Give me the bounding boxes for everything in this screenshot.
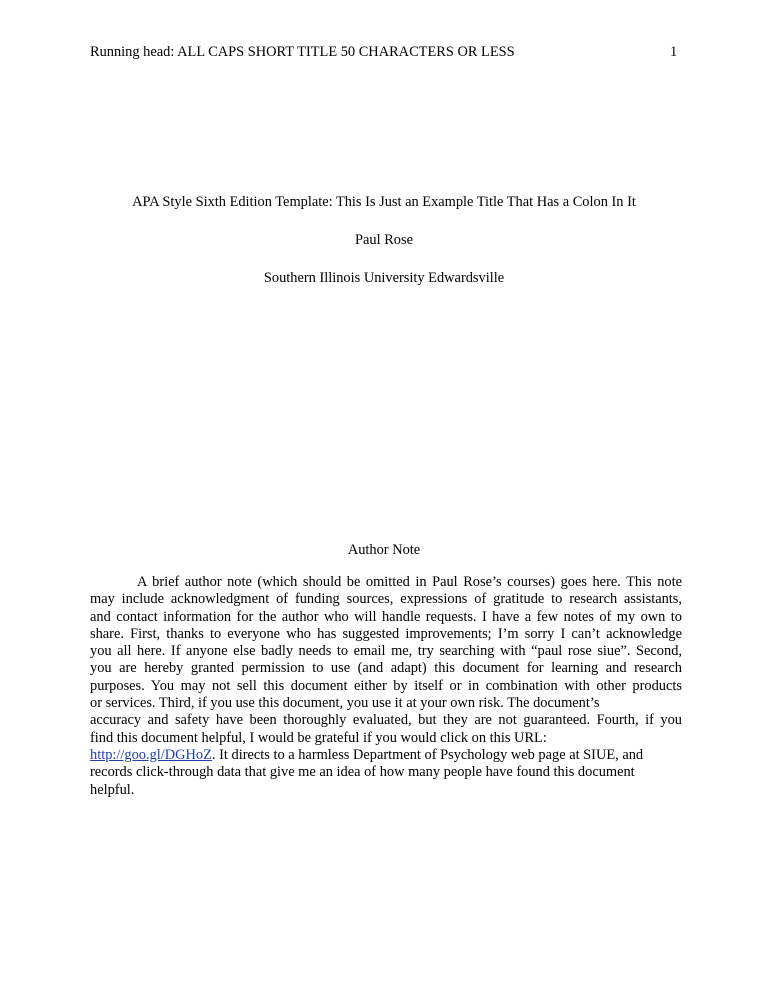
author-note-heading: Author Note bbox=[347, 542, 421, 558]
author-note-line: A brief author note (which should be omitted in Paul Rose’s courses) goes here. This note bbox=[137, 574, 682, 590]
author-note-line: helpful. bbox=[90, 781, 135, 798]
author-note-link-line bbox=[90, 747, 682, 764]
author-note-line: you are hereby granted permission to use (and adapt) this document for learning and research bbox=[90, 660, 682, 677]
author-note-line: you all here. If anyone else badly needs to email me, try searching with “paul rose siue”. Second, bbox=[90, 643, 682, 660]
author-note-line: share. First, thanks to everyone who has suggested improvements; I’m sorry I can’t acknowledge bbox=[90, 625, 682, 642]
author-name: Paul Rose bbox=[355, 232, 413, 248]
author-note-link-suffix: . It directs to a harmless Department of Psychology web page at SIUE, and bbox=[211, 746, 644, 763]
author-note-line: may include acknowledgment of funding sources, expressions of gratitude to research assistants, bbox=[90, 591, 682, 608]
running-head: Running head: ALL CAPS SHORT TITLE 50 CHARACTERS OR LESS bbox=[90, 44, 515, 60]
author-note-paragraph bbox=[90, 574, 682, 799]
title-block bbox=[0, 193, 768, 287]
author-note-line: find this document helpful, I would be grateful if you would click on this URL: bbox=[90, 729, 547, 746]
page-number: 1 bbox=[670, 44, 678, 60]
author-note-line: or services. Third, if you use this document, you use it at your own risk. The document’s bbox=[90, 695, 600, 712]
author-note-line: accuracy and safety have been thoroughly evaluated, but they are not guaranteed. Fourth, if you bbox=[90, 712, 682, 729]
author-note-line: records click-through data that give me an idea of how many people have found this document bbox=[90, 764, 635, 781]
url-link[interactable]: http://goo.gl/DGHoZ bbox=[90, 746, 212, 763]
author-note-line: and contact information for the author who will handle requests. I have a few notes of my own to bbox=[90, 608, 682, 625]
author-note-line: purposes. You may not sell this document either by itself or in combination with other products bbox=[90, 677, 682, 694]
paper-title: APA Style Sixth Edition Template: This Is Just an Example Title That Has a Colon In It bbox=[132, 194, 636, 210]
author-affiliation: Southern Illinois University Edwardsville bbox=[263, 270, 505, 286]
